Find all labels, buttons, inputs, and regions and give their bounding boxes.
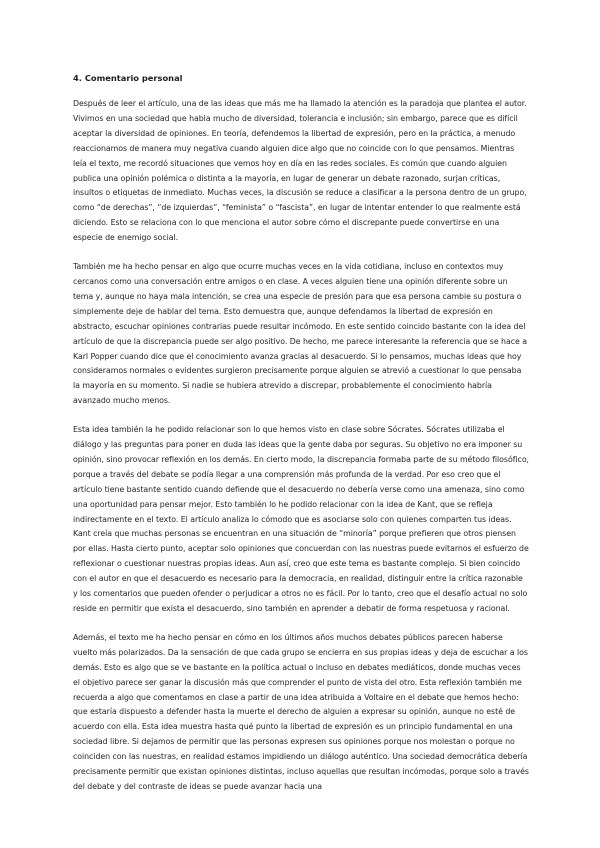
paragraph-3: Esta idea también la he podido relacionar son lo que hemos visto en clase sobre Sócrates. Sócrates utilizaba el diálogo y las preguntas para poner en duda las ideas que la gente daba por seguras. Su objetivo no era imponer su opinión, sino provocar reflexión en los demás. En cierto modo, la discrepancia formaba parte de su método filosófico, porque a través del debate se podía llegar a una comprensión más profunda de la verdad. Por eso creo que el artículo tiene bastante sentido cuando defiende que el desacuerdo no debería verse como una amenaza, sino como una oportunidad para pensar mejor. Esto también lo he podido relacionar con la idea de Kant, que se refleja indirectamente en el texto. El artículo analiza lo cómodo que es asociarse solo con quienes comparten tus ideas. Kant creía que muchas personas se encuentran en una situación de “minoría” porque prefieren que otros piensen por ellas. Hasta cierto punto, aceptar solo opiniones que concuerdan con las nuestras puede evitarnos el esfuerzo de reflexionar o cuestionar nuestras propias ideas. Aun así, creo que este tema es bastante complejo. Si bien coincido con el autor en que el desacuerdo es necesario para la democracia, en realidad, distinguir entre la crítica razonable y los comentarios que pueden ofender o perjudicar a otros no es fácil. Por lo tanto, creo que el desafío actual no solo reside en permitir que exista el desacuerdo, sino también en aprender a debatir de forma respetuosa y racional.	[73, 425, 530, 613]
paragraph-2: También me ha hecho pensar en algo que ocurre muchas veces en la vida cotidiana, incluso en contextos muy cercanos como una conversación entre amigos o en clase. A veces alguien tiene una opinión diferente sobre un tema y, aunque no haya mala intención, se crea una especie de presión para que esa persona cambie su postura o simplemente deje de hablar del tema. Esto demuestra que, aunque defendamos la libertad de expresión en abstracto, escuchar opiniones contrarias puede resultar incómodo. En este sentido coincido bastante con la idea del artículo de que la discrepancia puede ser algo positivo. De hecho, me parece interesante la referencia que se hace a Karl Popper cuando dice que el conocimiento avanza gracias al desacuerdo. Si lo pensamos, muchas ideas que hoy consideramos normales o evidentes surgieron precisamente porque alguien se atrevió a cuestionar lo que pensaba la mayoría en su momento. Si nadie se hubiera atrevido a discrepar, probablemente el conocimiento habría avanzado mucho menos.	[73, 262, 527, 406]
section-heading: 4. Comentario personal	[73, 73, 183, 83]
paragraph-1: Después de leer el artículo, una de las ideas que más me ha llamado la atención es la paradoja que plantea el autor. Vivimos en una sociedad que habla mucho de diversidad, tolerancia e inclusión; sin embargo, parece que es difícil aceptar la diversidad de opiniones. En teoría, defendemos la libertad de expresión, pero en la práctica, a menudo reaccionamos de manera muy negativa cuando alguien dice algo que no coincide con lo que pensamos. Mientras leía el texto, me recordó situaciones que vemos hoy en día en las redes sociales. Es común que cuando alguien publica una opinión polémica o distinta a la mayoría, en lugar de generar un debate razonado, surjan críticas, insultos o etiquetas de inmediato. Muchas veces, la discusión se reduce a clasificar a la persona dentro de un grupo, como “de derechas”, “de izquierdas”, “feminista” o “fascista”, en lugar de intentar entender lo que realmente está diciendo. Esto se relaciona con lo que menciona el autor sobre cómo el discrepante puede convertirse en una especie de enemigo social.	[73, 99, 527, 243]
document-body	[73, 72, 529, 795]
paragraph-4: Además, el texto me ha hecho pensar en cómo en los últimos años muchos debates públicos parecen haberse vuelto más polarizados. Da la sensación de que cada grupo se encierra en sus propias ideas y deja de escuchar a los demás. Esto es algo que se ve bastante en la política actual o incluso en debates mediáticos, donde muchas veces el objetivo parece ser ganar la discusión más que comprender el punto de vista del otro. Esta reflexión también me recuerda a algo que comentamos en clase a partir de una idea atribuida a Voltaire en el debate que hemos hecho: que estaría dispuesto a defender hasta la muerte el derecho de alguien a expresar su opinión, aunque no esté de acuerdo con ella. Esta idea muestra hasta qué punto la libertad de expresión es un principio fundamental en una sociedad libre. Si dejamos de permitir que las personas expresen sus opiniones porque nos molestan o porque no coinciden con las nuestras, en realidad estamos impidiendo un diálogo auténtico. Una sociedad democrática debería precisamente permitir que existan opiniones distintas, incluso aquellas que resultan incómodas, porque solo a través del debate y del contraste de ideas se puede avanzar hacia una	[73, 632, 529, 791]
